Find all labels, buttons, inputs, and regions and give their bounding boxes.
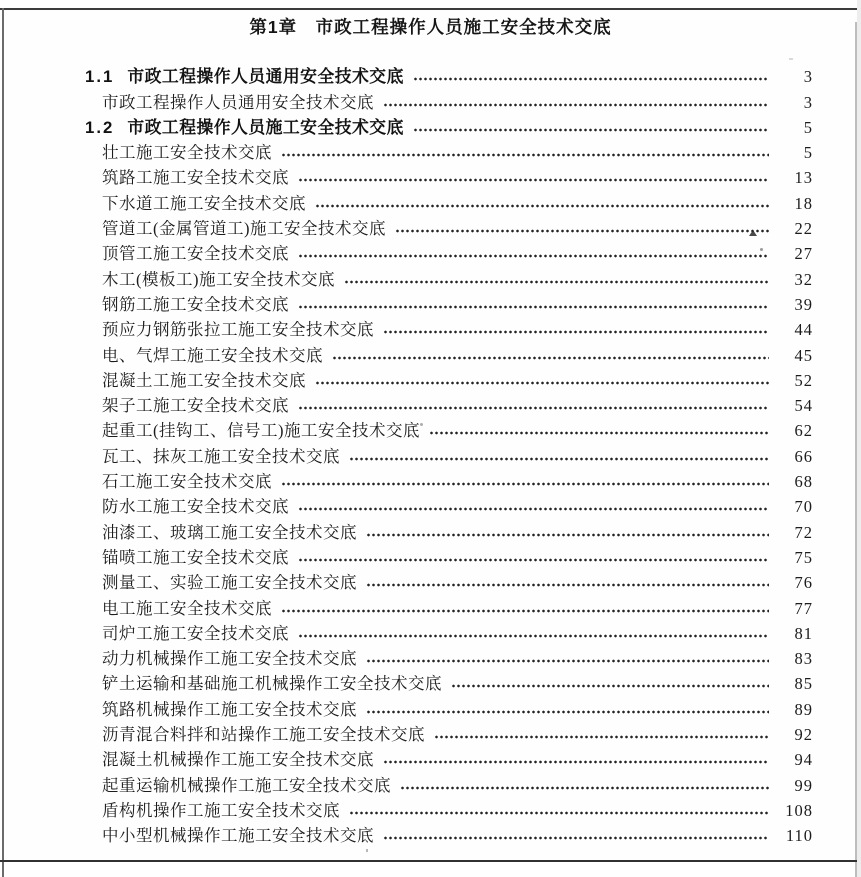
toc-entry-title: 混凝土工施工安全技术交底 — [102, 370, 306, 390]
toc-entry-title: 筑路工施工安全技术交底 — [102, 168, 289, 188]
scan-artifact — [789, 58, 793, 60]
toc-entry — [102, 797, 813, 822]
toc-entry — [102, 367, 813, 392]
toc-entry — [102, 215, 813, 240]
toc-entry — [102, 544, 813, 569]
dot-leader — [298, 544, 769, 566]
toc-entry-title: 防水工施工安全技术交底 — [102, 497, 289, 517]
dot-leader — [429, 417, 769, 439]
toc-entry — [102, 771, 813, 796]
toc-entry — [102, 695, 813, 720]
toc-page-number: 3 — [803, 67, 813, 87]
toc-entry — [102, 594, 813, 619]
toc-entry — [102, 822, 813, 847]
toc-page-number: 18 — [794, 193, 813, 213]
toc-entry-title: 市政工程操作人员施工安全技术交底 — [127, 117, 404, 137]
toc-entry-title: 瓦工、抹灰工施工安全技术交底 — [102, 446, 340, 466]
chapter-title: 第1章 市政工程操作人员施工安全技术交底 — [249, 17, 612, 37]
toc-page-number: 94 — [794, 750, 813, 770]
page-border-left — [2, 8, 4, 877]
dot-leader — [298, 493, 769, 515]
toc-page-number: 110 — [785, 826, 813, 846]
toc-page-number: 5 — [803, 143, 813, 163]
toc-entry — [102, 746, 813, 771]
toc-page-number: 27 — [794, 244, 813, 264]
toc-entry-title: 锚喷工施工安全技术交底 — [102, 547, 289, 567]
toc-page-number: 66 — [794, 446, 813, 466]
toc-entry-title: 测量工、实验工施工安全技术交底 — [102, 573, 357, 593]
toc-page-number: 13 — [794, 168, 813, 188]
dot-leader — [366, 569, 769, 591]
toc-entry — [102, 468, 813, 493]
toc-entry-title: 木工(模板工)施工安全技术交底 — [102, 269, 335, 289]
toc-entry-title: 顶管工施工安全技术交底 — [102, 244, 289, 264]
toc-entry — [102, 645, 813, 670]
dot-leader — [366, 645, 769, 667]
dot-leader — [434, 721, 769, 743]
toc-entry-title: 管道工(金属管道工)施工安全技术交底 — [102, 219, 386, 239]
dot-leader — [315, 189, 769, 211]
toc-page-number: 3 — [803, 92, 813, 112]
toc-page-number: 75 — [794, 547, 813, 567]
scan-artifact — [420, 423, 423, 426]
page-border-bottom — [0, 860, 861, 862]
toc-entry-title: 动力机械操作工施工安全技术交底 — [102, 649, 357, 669]
toc-page-number: 70 — [794, 497, 813, 517]
toc-entry-title: 起重运输机械操作工施工安全技术交底 — [102, 775, 391, 795]
dot-leader — [344, 265, 769, 287]
table-of-contents — [0, 63, 861, 847]
toc-page-number: 62 — [794, 421, 813, 441]
dot-leader — [366, 518, 769, 540]
toc-entry — [102, 392, 813, 417]
toc-entry — [102, 620, 813, 645]
dot-leader — [298, 392, 769, 414]
dot-leader — [413, 63, 769, 85]
dot-leader — [383, 746, 769, 768]
toc-entry — [102, 721, 813, 746]
dot-leader — [383, 88, 769, 110]
dot-leader — [332, 341, 769, 363]
toc-entry — [102, 88, 813, 113]
toc-entry-title: 壮工施工安全技术交底 — [102, 143, 272, 163]
toc-page-number: 89 — [794, 699, 813, 719]
toc-entry — [102, 189, 813, 214]
toc-entry — [102, 139, 813, 164]
toc-page-number: 22 — [794, 219, 813, 239]
toc-entry-number: 1.1 — [85, 67, 115, 87]
toc-entry-title: 中小型机械操作工施工安全技术交底 — [102, 826, 374, 846]
toc-entry-title: 预应力钢筋张拉工施工安全技术交底 — [102, 320, 374, 340]
toc-page-number: 5 — [803, 117, 813, 137]
dot-leader — [298, 620, 769, 642]
dot-leader — [349, 797, 769, 819]
toc-entry — [102, 442, 813, 467]
toc-entry — [102, 316, 813, 341]
toc-page-number: 45 — [794, 345, 813, 365]
dot-leader — [298, 164, 769, 186]
scan-edge-shadow — [857, 0, 861, 877]
toc-page-number: 54 — [794, 396, 813, 416]
scan-artifact — [749, 230, 757, 236]
toc-entry-title: 混凝土机械操作工施工安全技术交底 — [102, 750, 374, 770]
toc-entry-title: 市政工程操作人员通用安全技术交底 — [127, 67, 404, 87]
toc-page-number: 85 — [794, 674, 813, 694]
dot-leader — [451, 670, 769, 692]
toc-entry-title: 电、气焊工施工安全技术交底 — [102, 345, 323, 365]
toc-page-number: 92 — [794, 725, 813, 745]
toc-entry — [85, 114, 813, 139]
toc-entry — [85, 63, 813, 88]
toc-entry — [102, 569, 813, 594]
toc-entry-title: 起重工(挂钩工、信号工)施工安全技术交底 — [102, 421, 420, 441]
dot-leader — [413, 114, 769, 136]
toc-page-number: 99 — [794, 775, 813, 795]
toc-page-number: 77 — [794, 598, 813, 618]
toc-entry — [102, 240, 813, 265]
toc-entry-title: 沥青混合料拌和站操作工施工安全技术交底 — [102, 725, 425, 745]
toc-entry — [102, 493, 813, 518]
dot-leader — [315, 367, 769, 389]
toc-entry-title: 电工施工安全技术交底 — [102, 598, 272, 618]
toc-entry-title: 下水道工施工安全技术交底 — [102, 193, 306, 213]
toc-entry-title: 钢筋工施工安全技术交底 — [102, 294, 289, 314]
toc-page-number: 108 — [785, 800, 813, 820]
toc-page-number: 44 — [794, 320, 813, 340]
toc-entry — [102, 164, 813, 189]
dot-leader — [281, 594, 769, 616]
dot-leader — [298, 291, 769, 313]
toc-entry — [102, 417, 813, 442]
toc-entry — [102, 265, 813, 290]
toc-entry-title: 油漆工、玻璃工施工安全技术交底 — [102, 522, 357, 542]
toc-page-number: 68 — [794, 472, 813, 492]
dot-leader — [366, 695, 769, 717]
dot-leader — [395, 215, 769, 237]
dot-leader — [298, 240, 769, 262]
toc-page-number: 72 — [794, 522, 813, 542]
toc-entry — [102, 670, 813, 695]
toc-entry-title: 筑路机械操作工施工安全技术交底 — [102, 699, 357, 719]
toc-entry — [102, 291, 813, 316]
toc-page-number: 76 — [794, 573, 813, 593]
toc-entry-title: 架子工施工安全技术交底 — [102, 396, 289, 416]
dot-leader — [400, 771, 769, 793]
toc-page-number: 32 — [794, 269, 813, 289]
toc-entry-title: 盾构机操作工施工安全技术交底 — [102, 800, 340, 820]
toc-entry-title: 市政工程操作人员通用安全技术交底 — [102, 92, 374, 112]
page-border-top — [0, 8, 861, 10]
toc-page-number: 81 — [794, 623, 813, 643]
scan-artifact — [366, 849, 368, 852]
toc-page-number: 83 — [794, 649, 813, 669]
toc-page-number: 39 — [794, 294, 813, 314]
dot-leader — [383, 822, 769, 844]
toc-entry-title: 石工施工安全技术交底 — [102, 472, 272, 492]
dot-leader — [349, 442, 769, 464]
dot-leader — [281, 139, 769, 161]
scan-artifact — [760, 248, 763, 251]
toc-page-number: 52 — [794, 370, 813, 390]
toc-entry — [102, 518, 813, 543]
dot-leader — [281, 468, 769, 490]
toc-entry-number: 1.2 — [85, 117, 115, 137]
toc-entry-title: 司炉工施工安全技术交底 — [102, 623, 289, 643]
toc-entry — [102, 341, 813, 366]
toc-entry-title: 铲土运输和基础施工机械操作工安全技术交底 — [102, 674, 442, 694]
dot-leader — [383, 316, 769, 338]
